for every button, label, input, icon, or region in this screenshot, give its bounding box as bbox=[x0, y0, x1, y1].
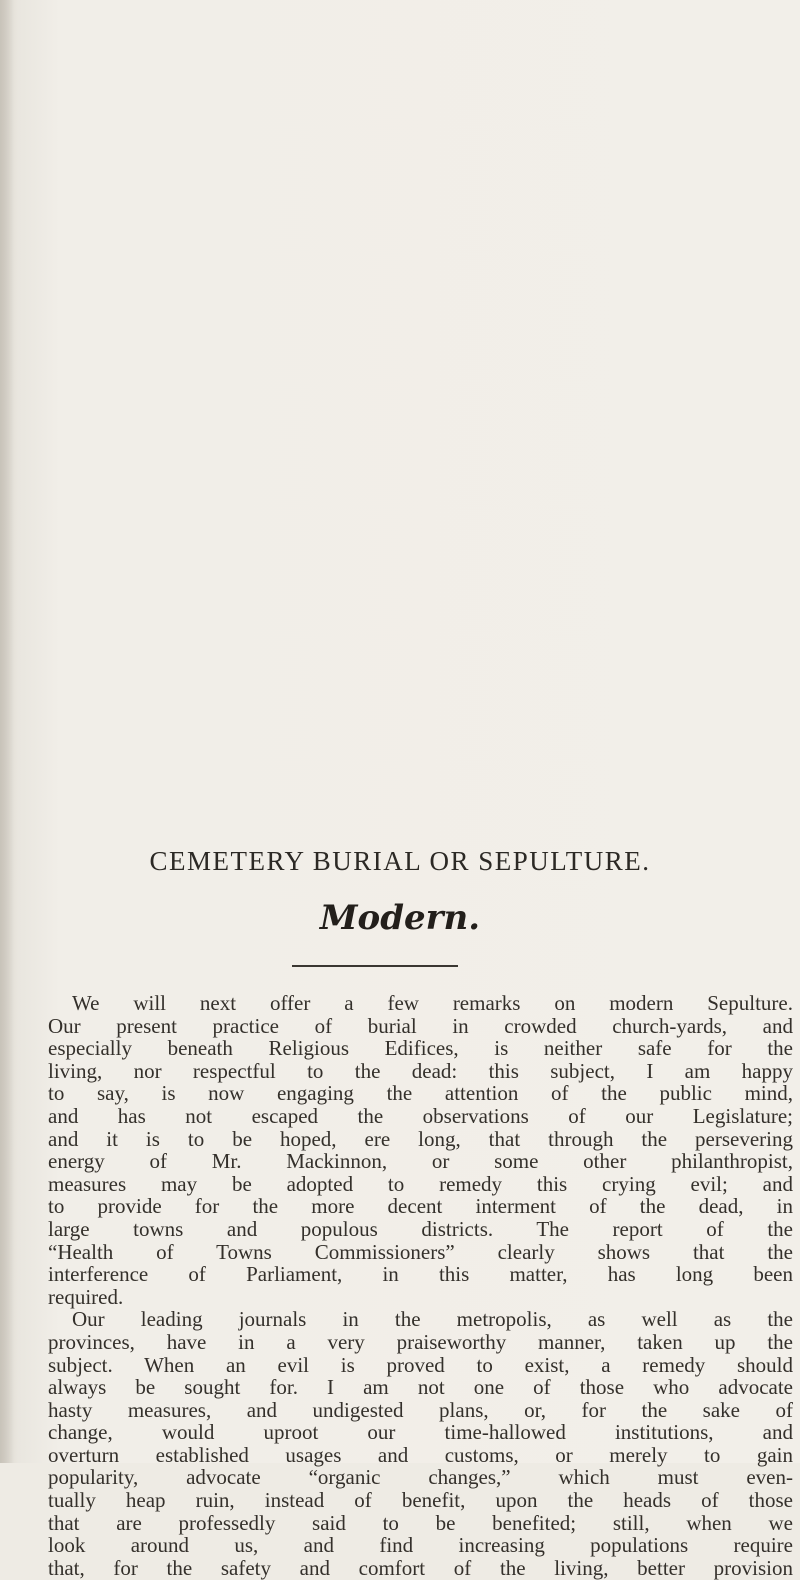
text-line: We will next offer a few remarks on modern Sepulture. bbox=[72, 991, 793, 1015]
text-line: required. bbox=[48, 1284, 124, 1309]
paragraph bbox=[48, 992, 793, 1308]
section-title: Modern. bbox=[319, 898, 481, 938]
text-line: look around us, and find increasing populations require bbox=[48, 1533, 793, 1558]
running-head: CEMETERY BURIAL OR SEPULTURE. bbox=[149, 846, 651, 876]
paragraph bbox=[48, 1308, 793, 1579]
text-line: always be sought for. I am not one of those who advocate bbox=[48, 1375, 793, 1400]
text-line: hasty measures, and undigested plans, or, for the sake of bbox=[48, 1397, 793, 1422]
text-line: overturn established usages and customs, or merely to gain bbox=[48, 1442, 793, 1467]
body-text bbox=[48, 992, 793, 1579]
text-line: Our leading journals in the metropolis, as well as the bbox=[72, 1307, 793, 1332]
text-line: and has not escaped the observations of our Legislature; bbox=[48, 1103, 793, 1128]
text-line: to say, is now engaging the attention of the public mind, bbox=[48, 1081, 793, 1106]
text-line: large towns and populous districts. The report of the bbox=[48, 1216, 793, 1241]
page-gutter-shadow bbox=[0, 0, 14, 1463]
text-line: subject. When an evil is proved to exist, a remedy should bbox=[48, 1352, 793, 1377]
text-line: interference of Parliament, in this matter, has long been bbox=[48, 1262, 793, 1287]
text-line: popularity, advocate “organic changes,” which must even- bbox=[48, 1465, 793, 1490]
text-line: energy of Mr. Mackinnon, or some other philanthropist, bbox=[48, 1149, 793, 1174]
text-line: especially beneath Religious Edifices, is neither safe for the bbox=[48, 1036, 793, 1061]
text-line: provinces, have in a very praiseworthy manner, taken up the bbox=[48, 1329, 793, 1354]
text-line: that are professedly said to be benefited; still, when we bbox=[48, 1510, 793, 1535]
text-line: Our present practice of burial in crowded church-yards, and bbox=[48, 1013, 793, 1038]
text-line: and it is to be hoped, ere long, that through the persevering bbox=[48, 1126, 793, 1151]
text-line: change, would uproot our time-hallowed institutions, and bbox=[48, 1420, 793, 1445]
title-rule bbox=[292, 965, 458, 967]
text-line: living, nor respectful to the dead: this subject, I am happy bbox=[48, 1058, 793, 1083]
text-line: tually heap ruin, instead of benefit, upon the heads of those bbox=[48, 1488, 793, 1513]
text-line: “Health of Towns Commissioners” clearly shows that the bbox=[48, 1239, 793, 1264]
text-line: measures may be adopted to remedy this crying evil; and bbox=[48, 1171, 793, 1196]
text-line: to provide for the more decent interment of the dead, in bbox=[48, 1194, 793, 1219]
text-line: that, for the safety and comfort of the living, better provision bbox=[48, 1555, 793, 1580]
